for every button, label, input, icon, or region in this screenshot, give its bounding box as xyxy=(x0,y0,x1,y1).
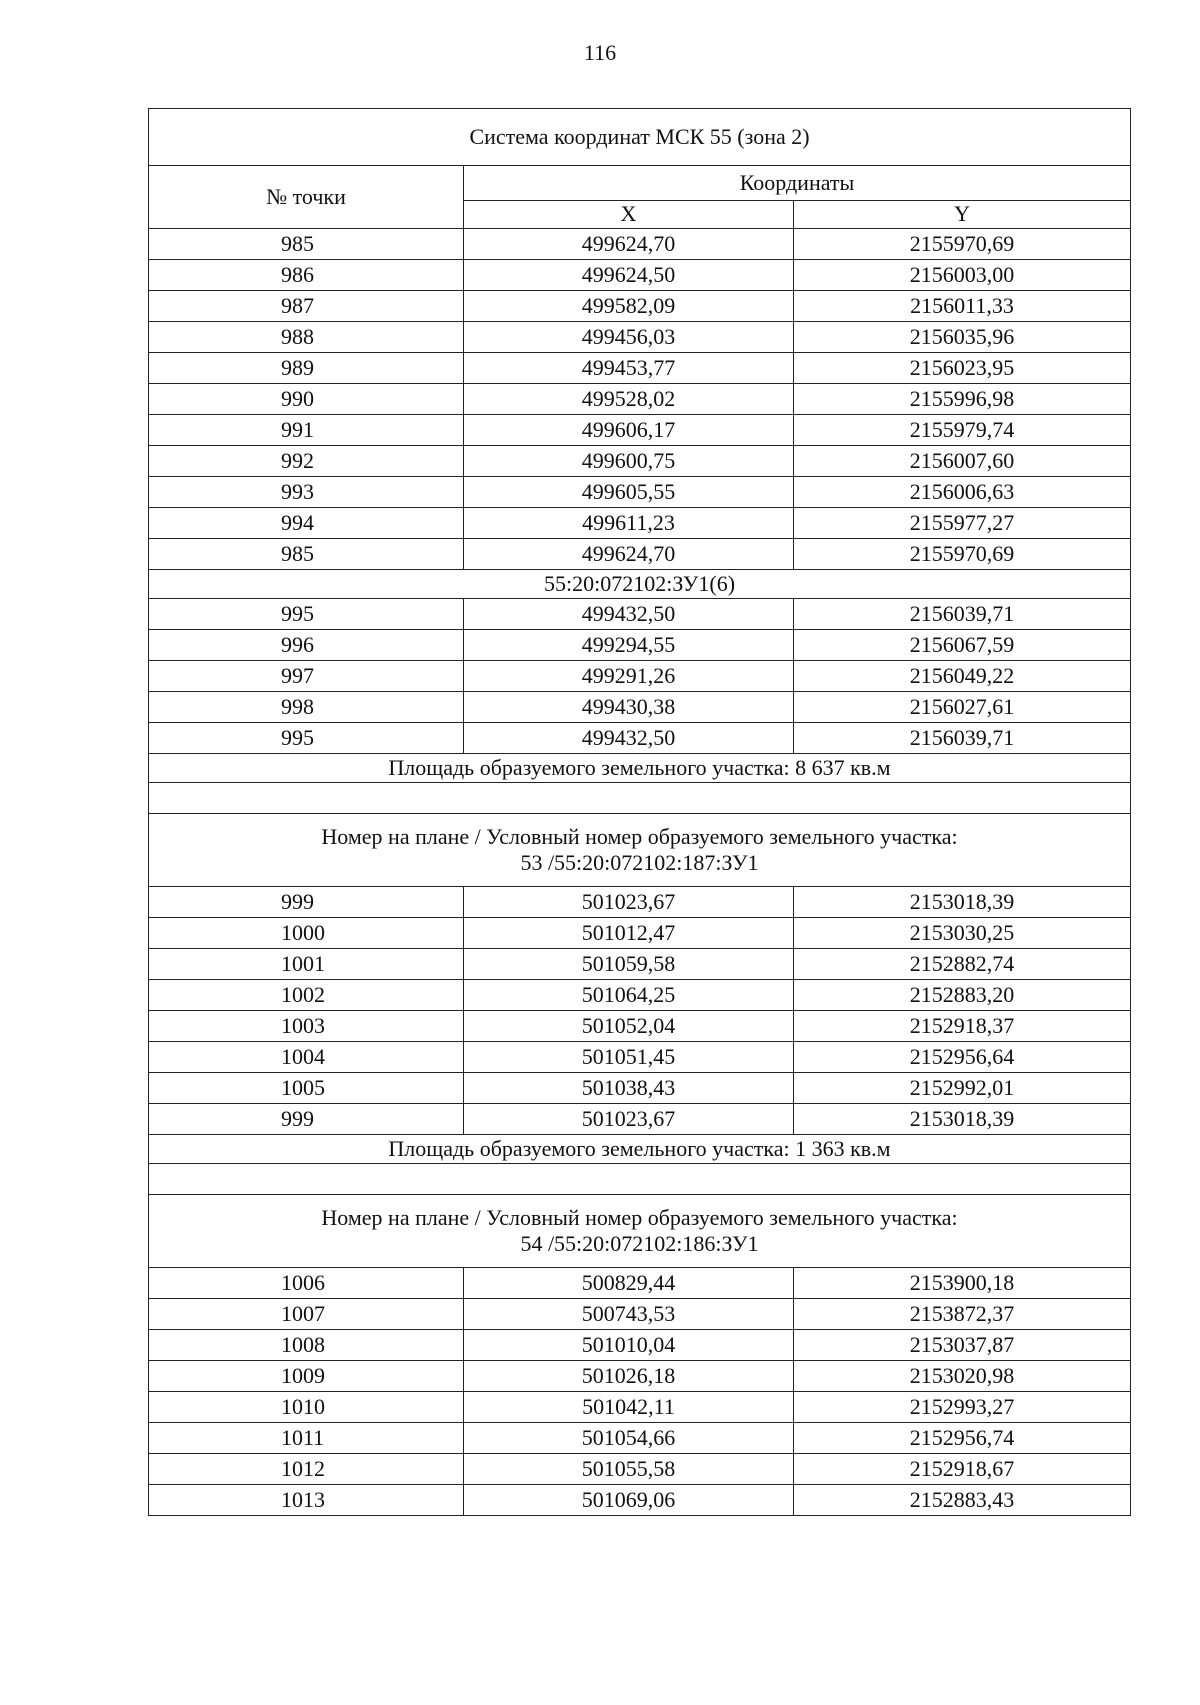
table-row xyxy=(149,887,1131,918)
y-coordinate-cell: 2156003,00 xyxy=(794,260,1131,291)
x-coordinate-cell: 499291,26 xyxy=(464,661,794,692)
blank-separator-row xyxy=(149,1164,1131,1195)
y-coordinate-cell: 2156011,33 xyxy=(794,291,1131,322)
table-row xyxy=(149,692,1131,723)
x-coordinate-cell: 499528,02 xyxy=(464,384,794,415)
point-number-cell: 985 xyxy=(149,229,464,260)
point-number-cell: 1011 xyxy=(149,1423,464,1454)
table-row xyxy=(149,446,1131,477)
point-number-cell: 1000 xyxy=(149,918,464,949)
header-row xyxy=(149,166,1131,201)
table-row xyxy=(149,322,1131,353)
table-row xyxy=(149,1454,1131,1485)
x-coordinate-cell: 501051,45 xyxy=(464,1042,794,1073)
plan-number-label-row xyxy=(149,1195,1131,1268)
table-row xyxy=(149,353,1131,384)
point-number-cell: 1009 xyxy=(149,1361,464,1392)
point-number-cell: 990 xyxy=(149,384,464,415)
y-coordinate-cell: 2152918,67 xyxy=(794,1454,1131,1485)
y-coordinate-cell: 2153037,87 xyxy=(794,1330,1131,1361)
point-number-cell: 985 xyxy=(149,539,464,570)
point-number-cell: 999 xyxy=(149,887,464,918)
y-coordinate-cell: 2156039,71 xyxy=(794,599,1131,630)
x-coordinate-cell: 499600,75 xyxy=(464,446,794,477)
y-coordinate-cell: 2156035,96 xyxy=(794,322,1131,353)
table-row xyxy=(149,539,1131,570)
y-coordinate-cell: 2152918,37 xyxy=(794,1011,1131,1042)
y-coordinate-cell: 2153018,39 xyxy=(794,887,1131,918)
table-row xyxy=(149,229,1131,260)
y-coordinate-cell: 2152883,20 xyxy=(794,980,1131,1011)
blank-separator xyxy=(149,783,1131,814)
point-number-cell: 1007 xyxy=(149,1299,464,1330)
x-coordinate-cell: 499624,70 xyxy=(464,229,794,260)
point-number-cell: 995 xyxy=(149,599,464,630)
y-coordinate-cell: 2155977,27 xyxy=(794,508,1131,539)
parcel-id: 55:20:072102:ЗУ1(6) xyxy=(149,570,1131,599)
x-coordinate-cell: 500829,44 xyxy=(464,1268,794,1299)
table-row xyxy=(149,384,1131,415)
x-coordinate-cell: 501069,06 xyxy=(464,1485,794,1516)
blank-separator xyxy=(149,1164,1131,1195)
plan-number-value: 54 /55:20:072102:186:ЗУ1 xyxy=(520,1231,759,1256)
table-row xyxy=(149,661,1131,692)
y-coordinate-cell: 2155970,69 xyxy=(794,229,1131,260)
x-header: X xyxy=(464,201,794,229)
point-number-cell: 997 xyxy=(149,661,464,692)
plan-number-value: 53 /55:20:072102:187:ЗУ1 xyxy=(520,850,759,875)
y-coordinate-cell: 2152956,74 xyxy=(794,1423,1131,1454)
blank-separator-row xyxy=(149,783,1131,814)
y-coordinate-cell: 2156023,95 xyxy=(794,353,1131,384)
point-number-cell: 991 xyxy=(149,415,464,446)
table-row xyxy=(149,1485,1131,1516)
y-coordinate-cell: 2152993,27 xyxy=(794,1392,1131,1423)
y-coordinate-cell: 2153030,25 xyxy=(794,918,1131,949)
point-number-cell: 995 xyxy=(149,723,464,754)
y-header: Y xyxy=(794,201,1131,229)
table-row xyxy=(149,1042,1131,1073)
point-number-cell: 993 xyxy=(149,477,464,508)
table-row xyxy=(149,949,1131,980)
table-row xyxy=(149,1011,1131,1042)
page-number: 116 xyxy=(583,40,617,65)
table-row xyxy=(149,260,1131,291)
parcel-area: Площадь образуемого земельного участка: 1 363 кв.м xyxy=(149,1135,1131,1164)
plan-number-caption: Номер на плане / Условный номер образуемого земельного участка: xyxy=(321,823,958,849)
coordinates-header: Координаты xyxy=(464,166,1131,201)
plan-number-label-row xyxy=(149,814,1131,887)
y-coordinate-cell: 2155996,98 xyxy=(794,384,1131,415)
y-coordinate-cell: 2156067,59 xyxy=(794,630,1131,661)
x-coordinate-cell: 501010,04 xyxy=(464,1330,794,1361)
table-row xyxy=(149,1423,1131,1454)
parcel-area-row xyxy=(149,1135,1131,1164)
parcel-area: Площадь образуемого земельного участка: 8 637 кв.м xyxy=(149,754,1131,783)
y-coordinate-cell: 2156007,60 xyxy=(794,446,1131,477)
plan-number-label xyxy=(149,814,1131,887)
x-coordinate-cell: 499624,50 xyxy=(464,260,794,291)
point-number-cell: 987 xyxy=(149,291,464,322)
point-number-cell: 999 xyxy=(149,1104,464,1135)
parcel-id-row xyxy=(149,570,1131,599)
point-number-cell: 1012 xyxy=(149,1454,464,1485)
y-coordinate-cell: 2155970,69 xyxy=(794,539,1131,570)
table-row xyxy=(149,1073,1131,1104)
y-coordinate-cell: 2153020,98 xyxy=(794,1361,1131,1392)
table-row xyxy=(149,1361,1131,1392)
x-coordinate-cell: 501054,66 xyxy=(464,1423,794,1454)
table-row xyxy=(149,477,1131,508)
table-row xyxy=(149,980,1131,1011)
x-coordinate-cell: 500743,53 xyxy=(464,1299,794,1330)
point-number-cell: 1013 xyxy=(149,1485,464,1516)
point-number-cell: 1003 xyxy=(149,1011,464,1042)
table-title: Система координат МСК 55 (зона 2) xyxy=(149,109,1131,166)
point-number-cell: 1004 xyxy=(149,1042,464,1073)
y-coordinate-cell: 2152956,64 xyxy=(794,1042,1131,1073)
y-coordinate-cell: 2152882,74 xyxy=(794,949,1131,980)
point-number-cell: 1005 xyxy=(149,1073,464,1104)
table-row xyxy=(149,415,1131,446)
x-coordinate-cell: 499611,23 xyxy=(464,508,794,539)
point-number-cell: 996 xyxy=(149,630,464,661)
point-number-cell: 998 xyxy=(149,692,464,723)
table-row xyxy=(149,1268,1131,1299)
table-row xyxy=(149,1299,1131,1330)
x-coordinate-cell: 501023,67 xyxy=(464,887,794,918)
x-coordinate-cell: 499605,55 xyxy=(464,477,794,508)
point-number-cell: 1002 xyxy=(149,980,464,1011)
table-row xyxy=(149,508,1131,539)
table-row xyxy=(149,1330,1131,1361)
coordinates-table xyxy=(148,108,1131,1516)
table-row xyxy=(149,723,1131,754)
y-coordinate-cell: 2153018,39 xyxy=(794,1104,1131,1135)
table-row xyxy=(149,630,1131,661)
table-row xyxy=(149,1104,1131,1135)
y-coordinate-cell: 2153900,18 xyxy=(794,1268,1131,1299)
y-coordinate-cell: 2155979,74 xyxy=(794,415,1131,446)
table-row xyxy=(149,599,1131,630)
y-coordinate-cell: 2156006,63 xyxy=(794,477,1131,508)
y-coordinate-cell: 2156027,61 xyxy=(794,692,1131,723)
x-coordinate-cell: 501038,43 xyxy=(464,1073,794,1104)
parcel-area-row xyxy=(149,754,1131,783)
table-row xyxy=(149,1392,1131,1423)
table-row xyxy=(149,918,1131,949)
x-coordinate-cell: 501012,47 xyxy=(464,918,794,949)
y-coordinate-cell: 2152883,43 xyxy=(794,1485,1131,1516)
x-coordinate-cell: 499582,09 xyxy=(464,291,794,322)
x-coordinate-cell: 501052,04 xyxy=(464,1011,794,1042)
y-coordinate-cell: 2156039,71 xyxy=(794,723,1131,754)
point-number-header: № точки xyxy=(149,166,464,229)
plan-number-label xyxy=(149,1195,1131,1268)
point-number-cell: 1006 xyxy=(149,1268,464,1299)
x-coordinate-cell: 499432,50 xyxy=(464,599,794,630)
point-number-cell: 986 xyxy=(149,260,464,291)
point-number-cell: 1010 xyxy=(149,1392,464,1423)
x-coordinate-cell: 499294,55 xyxy=(464,630,794,661)
x-coordinate-cell: 501059,58 xyxy=(464,949,794,980)
point-number-cell: 1001 xyxy=(149,949,464,980)
x-coordinate-cell: 499606,17 xyxy=(464,415,794,446)
y-coordinate-cell: 2152992,01 xyxy=(794,1073,1131,1104)
x-coordinate-cell: 501026,18 xyxy=(464,1361,794,1392)
x-coordinate-cell: 499624,70 xyxy=(464,539,794,570)
x-coordinate-cell: 499432,50 xyxy=(464,723,794,754)
y-coordinate-cell: 2153872,37 xyxy=(794,1299,1131,1330)
x-coordinate-cell: 499456,03 xyxy=(464,322,794,353)
point-number-cell: 988 xyxy=(149,322,464,353)
x-coordinate-cell: 501064,25 xyxy=(464,980,794,1011)
point-number-cell: 989 xyxy=(149,353,464,384)
x-coordinate-cell: 501023,67 xyxy=(464,1104,794,1135)
x-coordinate-cell: 499430,38 xyxy=(464,692,794,723)
point-number-cell: 992 xyxy=(149,446,464,477)
point-number-cell: 1008 xyxy=(149,1330,464,1361)
x-coordinate-cell: 501055,58 xyxy=(464,1454,794,1485)
x-coordinate-cell: 501042,11 xyxy=(464,1392,794,1423)
plan-number-caption: Номер на плане / Условный номер образуемого земельного участка: xyxy=(321,1204,958,1230)
point-number-cell: 994 xyxy=(149,508,464,539)
y-coordinate-cell: 2156049,22 xyxy=(794,661,1131,692)
table-body xyxy=(149,229,1131,1516)
x-coordinate-cell: 499453,77 xyxy=(464,353,794,384)
table-title-row xyxy=(149,109,1131,166)
table-row xyxy=(149,291,1131,322)
